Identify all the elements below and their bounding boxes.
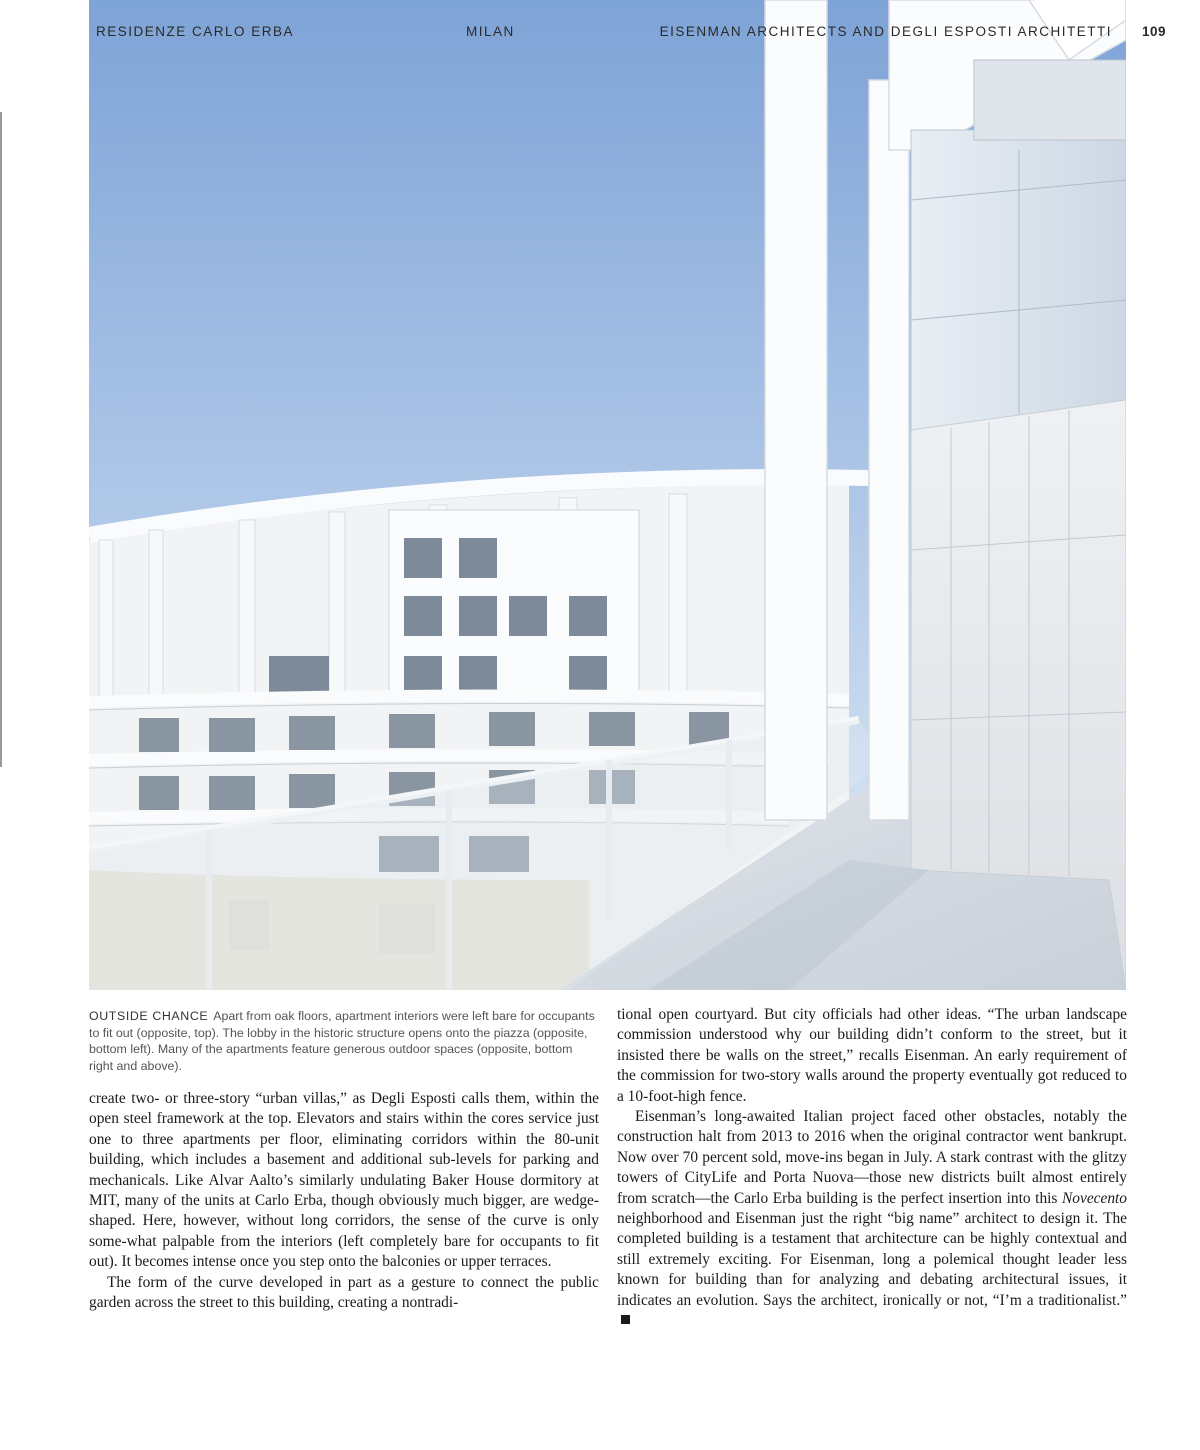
page-number: 109 [1141,24,1166,39]
body-text-run: neighborhood and Eisenman just the right “big name” architect to design it. The completed building is a testament that architecture can be highly contextual and still extremely exciting. For Eisenman, long a polemical thought leader less known for building than for analyzing and debating architectural issues, it indicates an evolution. Says the architect, ironically or not, “I’m a traditionalist.” [617,1210,1127,1309]
caption-text: Apart from oak floors, apartment interiors were left bare for occupants to fit out (opposite, top). The lobby in the historic structure opens onto the piazza (opposite, bottom left). Many of the apartments feature generous outdoor spaces (opposite, bottom right and above). [89,1009,595,1073]
body-column-right [617,1005,1127,1332]
end-mark-icon [621,1315,630,1324]
body-paragraph: create two- or three-story “urban villas,” as Degli Esposti calls them, within the open steel framework at the top. Elevators and stairs within the cores service just one to three apartments per floor, eliminating corridors within the 80-unit building, which includes a basement and additional sub-levels for parking and mechanicals. Like Alvar Aalto’s similarly undulating Baker House dormitory at MIT, many of the units at Carlo Erba, though obviously much bigger, are wedge-shaped. Here, however, without long corridors, the sense of the curve is only some-what palpable from the interiors (left completely bare for occupants to fit out). It becomes intense once you step onto the balconies or upper terraces. [89,1090,599,1271]
running-header [96,24,1200,44]
body-column-left [89,1089,599,1313]
header-architects: EISENMAN ARCHITECTS AND DEGLI ESPOSTI ARCHITETTI [659,24,1112,39]
header-city: MILAN [466,24,515,39]
italic-term: Novecento [1062,1189,1127,1207]
body-paragraph [617,1107,1127,1331]
header-project-name: RESIDENZE CARLO ERBA [96,24,295,39]
body-paragraph: tional open courtyard. But city officials had other ideas. “The urban landscape commission understood why our building didn’t conform to the street, but it insisted there be walls on the street,” recalls Eisenman. An early requirement of the commission for two-story walls around the property eventually got reduced to a 10-foot-high fence. [617,1006,1127,1105]
caption-heading: OUTSIDE CHANCE [89,1009,209,1023]
photo-caption [89,1008,599,1074]
body-paragraph: The form of the curve developed in part as a gesture to connect the public garden across the street to this building, creating a nontradi- [89,1273,599,1312]
building-photo [89,0,1126,990]
page-edge-rule [0,112,2,767]
body-text-run: Eisenman’s long-awaited Italian project faced other obstacles, notably the construction halt from 2013 to 2016 when the original contractor went bankrupt. Now over 70 percent sold, move-ins began in July. A stark contrast with the glitzy towers of CityLife and Porta Nuova—those new districts built almost entirely from scratch—the Carlo Erba building is the perfect insertion into this [617,1108,1127,1207]
